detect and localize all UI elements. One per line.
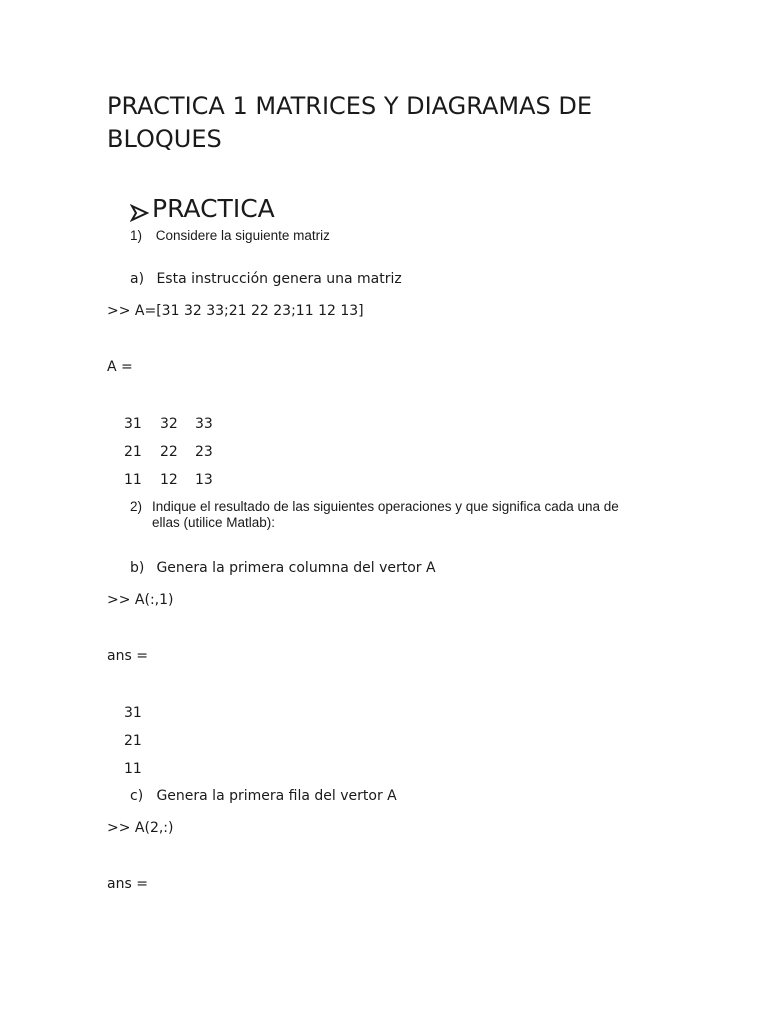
section-heading: [130, 193, 275, 225]
matrix-row: [124, 471, 213, 489]
page-title: PRACTICA 1 MATRICES Y DIAGRAMAS DE BLOQUES: [107, 92, 593, 153]
list-item-letter: b): [130, 560, 145, 576]
matrix-cell: 11: [124, 472, 142, 488]
list-item-text: Genera la primera fila del vertor A: [156, 788, 397, 804]
output-label-2: ans =: [107, 648, 148, 664]
list-item-letter: c): [130, 788, 144, 804]
column-value: 31: [124, 705, 142, 721]
list-item-c: [130, 787, 397, 805]
column-value: 11: [124, 761, 142, 777]
list-item-2: [130, 499, 650, 531]
output-label-1: A =: [107, 359, 133, 375]
matlab-command-2: >> A(:,1): [107, 592, 174, 608]
matrix-cell: 23: [195, 444, 213, 460]
list-item-b: [130, 559, 436, 577]
list-item-text: Considere la siguiente matriz: [155, 228, 330, 243]
list-item-text: Indique el resultado de las siguientes operaciones y que significa cada una de ellas (utilice Matlab):: [152, 499, 619, 530]
list-item-text: Genera la primera columna del vertor A: [156, 560, 436, 576]
matrix-row: [124, 443, 213, 461]
list-item-1: [130, 228, 330, 244]
list-item-a: [130, 270, 402, 288]
column-value: 21: [124, 733, 142, 749]
matrix-cell: 13: [195, 472, 213, 488]
matrix-cell: 22: [160, 444, 178, 460]
list-item-number: 1): [130, 228, 143, 243]
matrix-row: [124, 415, 213, 433]
matrix-cell: 32: [160, 416, 178, 432]
matrix-cell: 33: [195, 416, 213, 432]
list-item-number: 2): [130, 499, 143, 514]
list-item-letter: a): [130, 271, 145, 287]
matlab-command-1: >> A=[31 32 33;21 22 23;11 12 13]: [107, 303, 364, 319]
matlab-command-3: >> A(2,:): [107, 820, 174, 836]
list-item-text: Esta instrucción genera una matriz: [156, 271, 402, 287]
output-label-3: ans =: [107, 876, 148, 892]
matrix-cell: 21: [124, 444, 142, 460]
section-heading-text: PRACTICA: [152, 194, 275, 223]
matrix-cell: 12: [160, 472, 178, 488]
arrowhead-bullet-icon: [130, 199, 150, 219]
matrix-cell: 31: [124, 416, 142, 432]
